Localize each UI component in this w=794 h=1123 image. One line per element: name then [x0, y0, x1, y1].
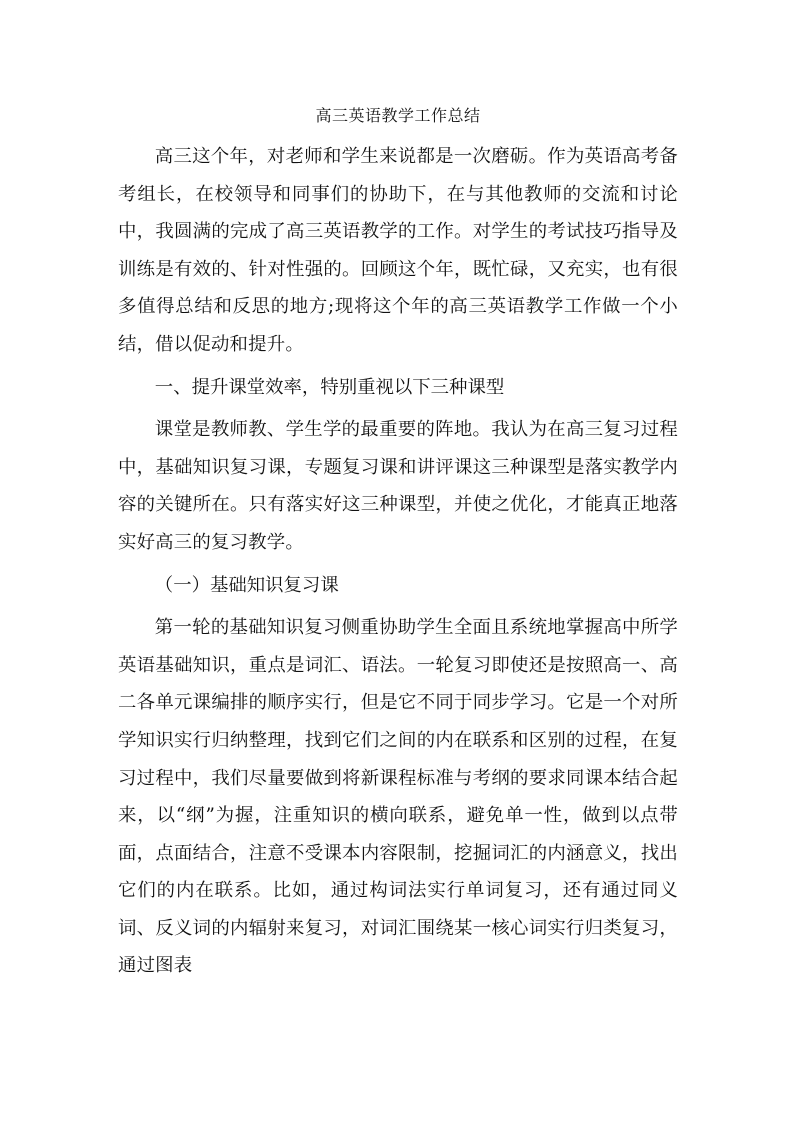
section-heading-1: 一、提升课堂效率，特别重视以下三种课型: [154, 376, 505, 398]
subsection-heading-1: （一）基础知识复习课: [154, 574, 339, 596]
page-title: 高三英语教学工作总结: [315, 106, 481, 125]
subsection-paragraph-1: 第一轮的基础知识复习侧重协助学生全面且系统地掌握高中所学英语基础知识，重点是词汇、语法。一轮复习即使还是按照高一、高二各单元课编排的顺序实行，但是它不同于同步学习。它是一个对所学知识实行归纳整理，找到它们之间的内在联系和区别的过程，在复习过程中，我们尽量要做到将新课程标准与考纲的要求同课本结合起来，以“纲”为握，注重知识的横向联系，避免单一性，做到以点带面，点面结合，注意不受课本内容限制，挖掘词汇的内涵意义，找出它们的内在联系。比如，通过构词法实行单词复习，还有通过同义词、反义词的内辐射来复习，对词汇围绕某一核心词实行归类复习，通过图表: [118, 617, 678, 977]
section-paragraph-1: 课堂是教师教、学生学的最重要的阵地。我认为在高三复习过程中，基础知识复习课，专题复习课和讲评课这三种课型是落实教学内容的关键所在。只有落实好这三种课型，并使之优化，才能真正地落实好高三的复习教学。: [118, 419, 678, 553]
document-body: [118, 104, 678, 985]
intro-paragraph: 高三这个年，对老师和学生来说都是一次磨砺。作为英语高考备考组长，在校领导和同事们的协助下，在与其他教师的交流和讨论中，我圆满的完成了高三英语教学的工作。对学生的考试技巧指导及训练是有效的、针对性强的。回顾这个年，既忙碌，又充实，也有很多值得总结和反思的地方;现将这个年的高三英语教学工作做一个小结，借以促动和提升。: [118, 146, 678, 355]
